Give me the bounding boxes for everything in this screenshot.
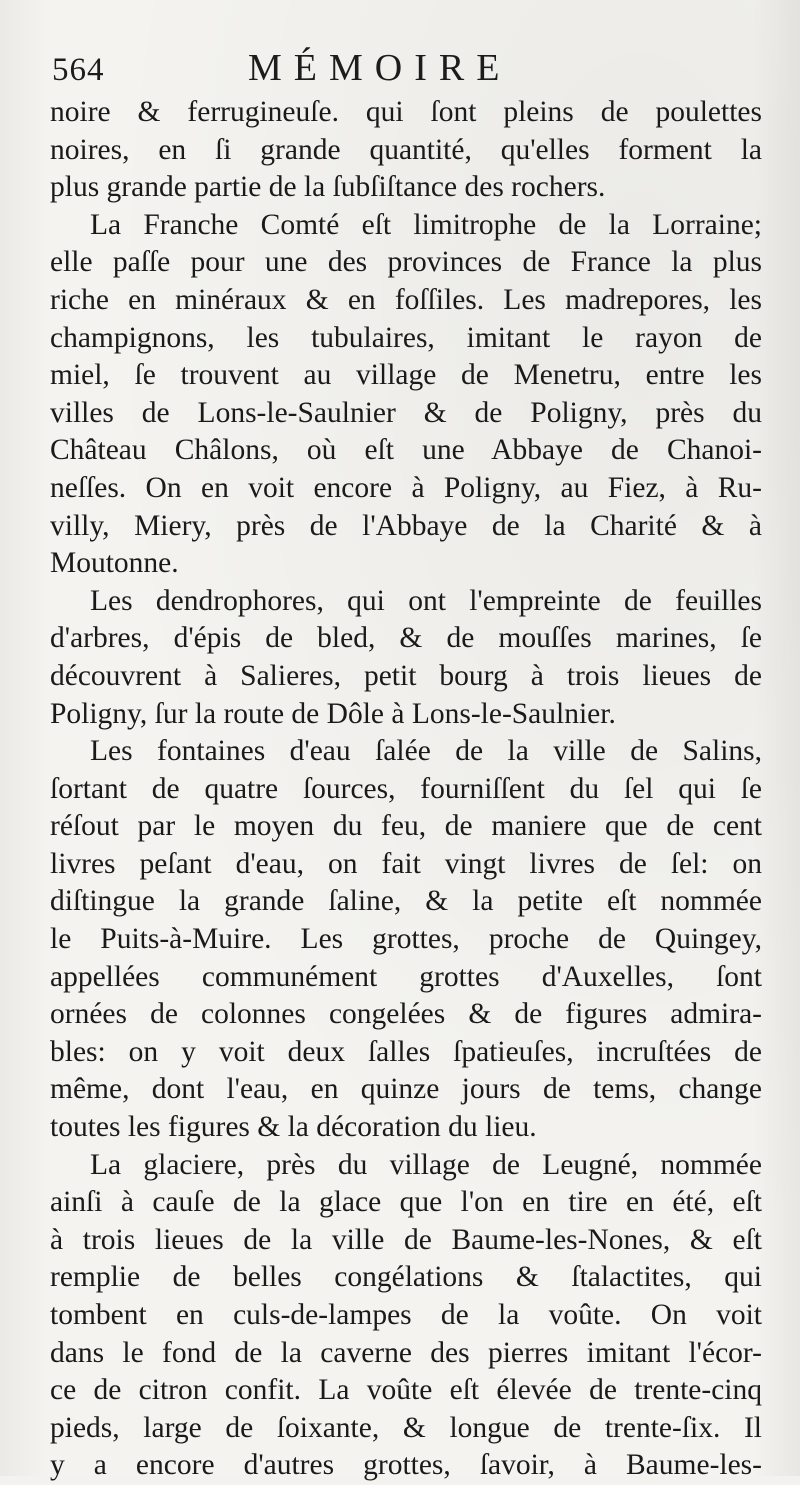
text-line: y a encore d'autres grottes, ſavoir, à Baume-les- <box>50 1449 762 1482</box>
text-line: diſtingue la grande ſaline, & la petite eſt nommée <box>50 885 762 918</box>
body-text <box>50 94 762 1485</box>
text-line: villy, Miery, près de l'Abbaye de la Charité & à <box>50 509 762 542</box>
text-line: d'arbres, d'épis de bled, & de mouſſes marines, ſe <box>50 622 762 655</box>
text-line: champignons, les tubulaires, imitant le rayon de <box>50 321 762 354</box>
text-line: appellées communément grottes d'Auxelles, ſont <box>50 960 762 993</box>
text-line: bles: on y voit deux ſalles ſpatieuſes, incruſtées de <box>50 1035 762 1068</box>
text-line: Poligny, ſur la route de Dôle à Lons-le-Saulnier. <box>50 697 616 730</box>
text-line: Château Châlons, où eſt une Abbaye de Chanoi- <box>50 434 762 467</box>
text-line: pieds, large de ſoixante, & longue de trente-ſix. Il <box>50 1411 762 1444</box>
text-line: villes de Lons-le-Saulnier & de Poligny, près du <box>50 396 762 429</box>
text-line: livres peſant d'eau, on fait vingt livres de ſel: on <box>50 847 762 880</box>
text-line: Moutonne. <box>50 547 179 580</box>
text-line: La glaciere, près du village de Leugné, nommée <box>90 1148 762 1181</box>
text-line: découvrent à Salieres, petit bourg à trois lieues de <box>50 659 762 692</box>
text-line: miel, ſe trouvent au village de Menetru, entre les <box>50 359 762 392</box>
text-line: plus grande partie de la ſubſiſtance des rochers. <box>50 171 606 204</box>
text-line: ce de citron confit. La voûte eſt élevée de trente-cinq <box>50 1374 762 1407</box>
text-line: ainſi à cauſe de la glace que l'on en tire en été, eſt <box>50 1186 762 1219</box>
text-line: à trois lieues de la ville de Baume-les-Nones, & eſt <box>50 1223 762 1256</box>
page-header <box>48 40 608 96</box>
text-line: La Franche Comté eſt limitrophe de la Lorraine; <box>90 208 762 241</box>
text-line: le Puits-à-Muire. Les grottes, proche de Quingey, <box>50 923 762 956</box>
text-line: noires, en ſi grande quantité, qu'elles forment la <box>50 133 762 166</box>
paragraph <box>50 1147 762 1485</box>
paragraph <box>50 94 762 207</box>
text-line: tombent en culs-de-lampes de la voûte. On voit <box>50 1299 762 1331</box>
paragraph <box>50 733 762 1147</box>
running-title: MÉMOIRE <box>248 47 512 89</box>
text-line: même, dont l'eau, en quinze jours de tems, change <box>50 1073 762 1106</box>
text-line: remplie de belles congélations & ſtalactites, qui <box>50 1261 762 1294</box>
text-line: riche en minéraux & en foſſiles. Les madrepores, les <box>50 283 762 316</box>
text-line: Les dendrophores, qui ont l'empreinte de feuilles <box>90 584 762 617</box>
page-number: 564 <box>52 52 105 88</box>
text-line: Les fontaines d'eau ſalée de la ville de Salins, <box>90 735 762 768</box>
text-line: ornées de colonnes congelées & de figures admira- <box>50 998 762 1031</box>
text-line: neſſes. On en voit encore à Poligny, au Fiez, à Ru- <box>50 471 762 504</box>
text-line: dans le fond de la caverne des pierres imitant l'écor- <box>50 1336 762 1369</box>
text-line: réſout par le moyen du feu, de maniere que de cent <box>50 810 762 843</box>
text-line: noire & ferrugineuſe. qui ſont pleins de poulettes <box>50 96 762 128</box>
paragraph <box>50 207 762 583</box>
text-line: elle paſſe pour une des provinces de France la plus <box>50 246 762 279</box>
paragraph <box>50 583 762 733</box>
text-line: ſortant de quatre ſources, fourniſſent du ſel qui ſe <box>50 772 762 805</box>
text-line: toutes les figures & la décoration du lieu. <box>50 1111 537 1144</box>
